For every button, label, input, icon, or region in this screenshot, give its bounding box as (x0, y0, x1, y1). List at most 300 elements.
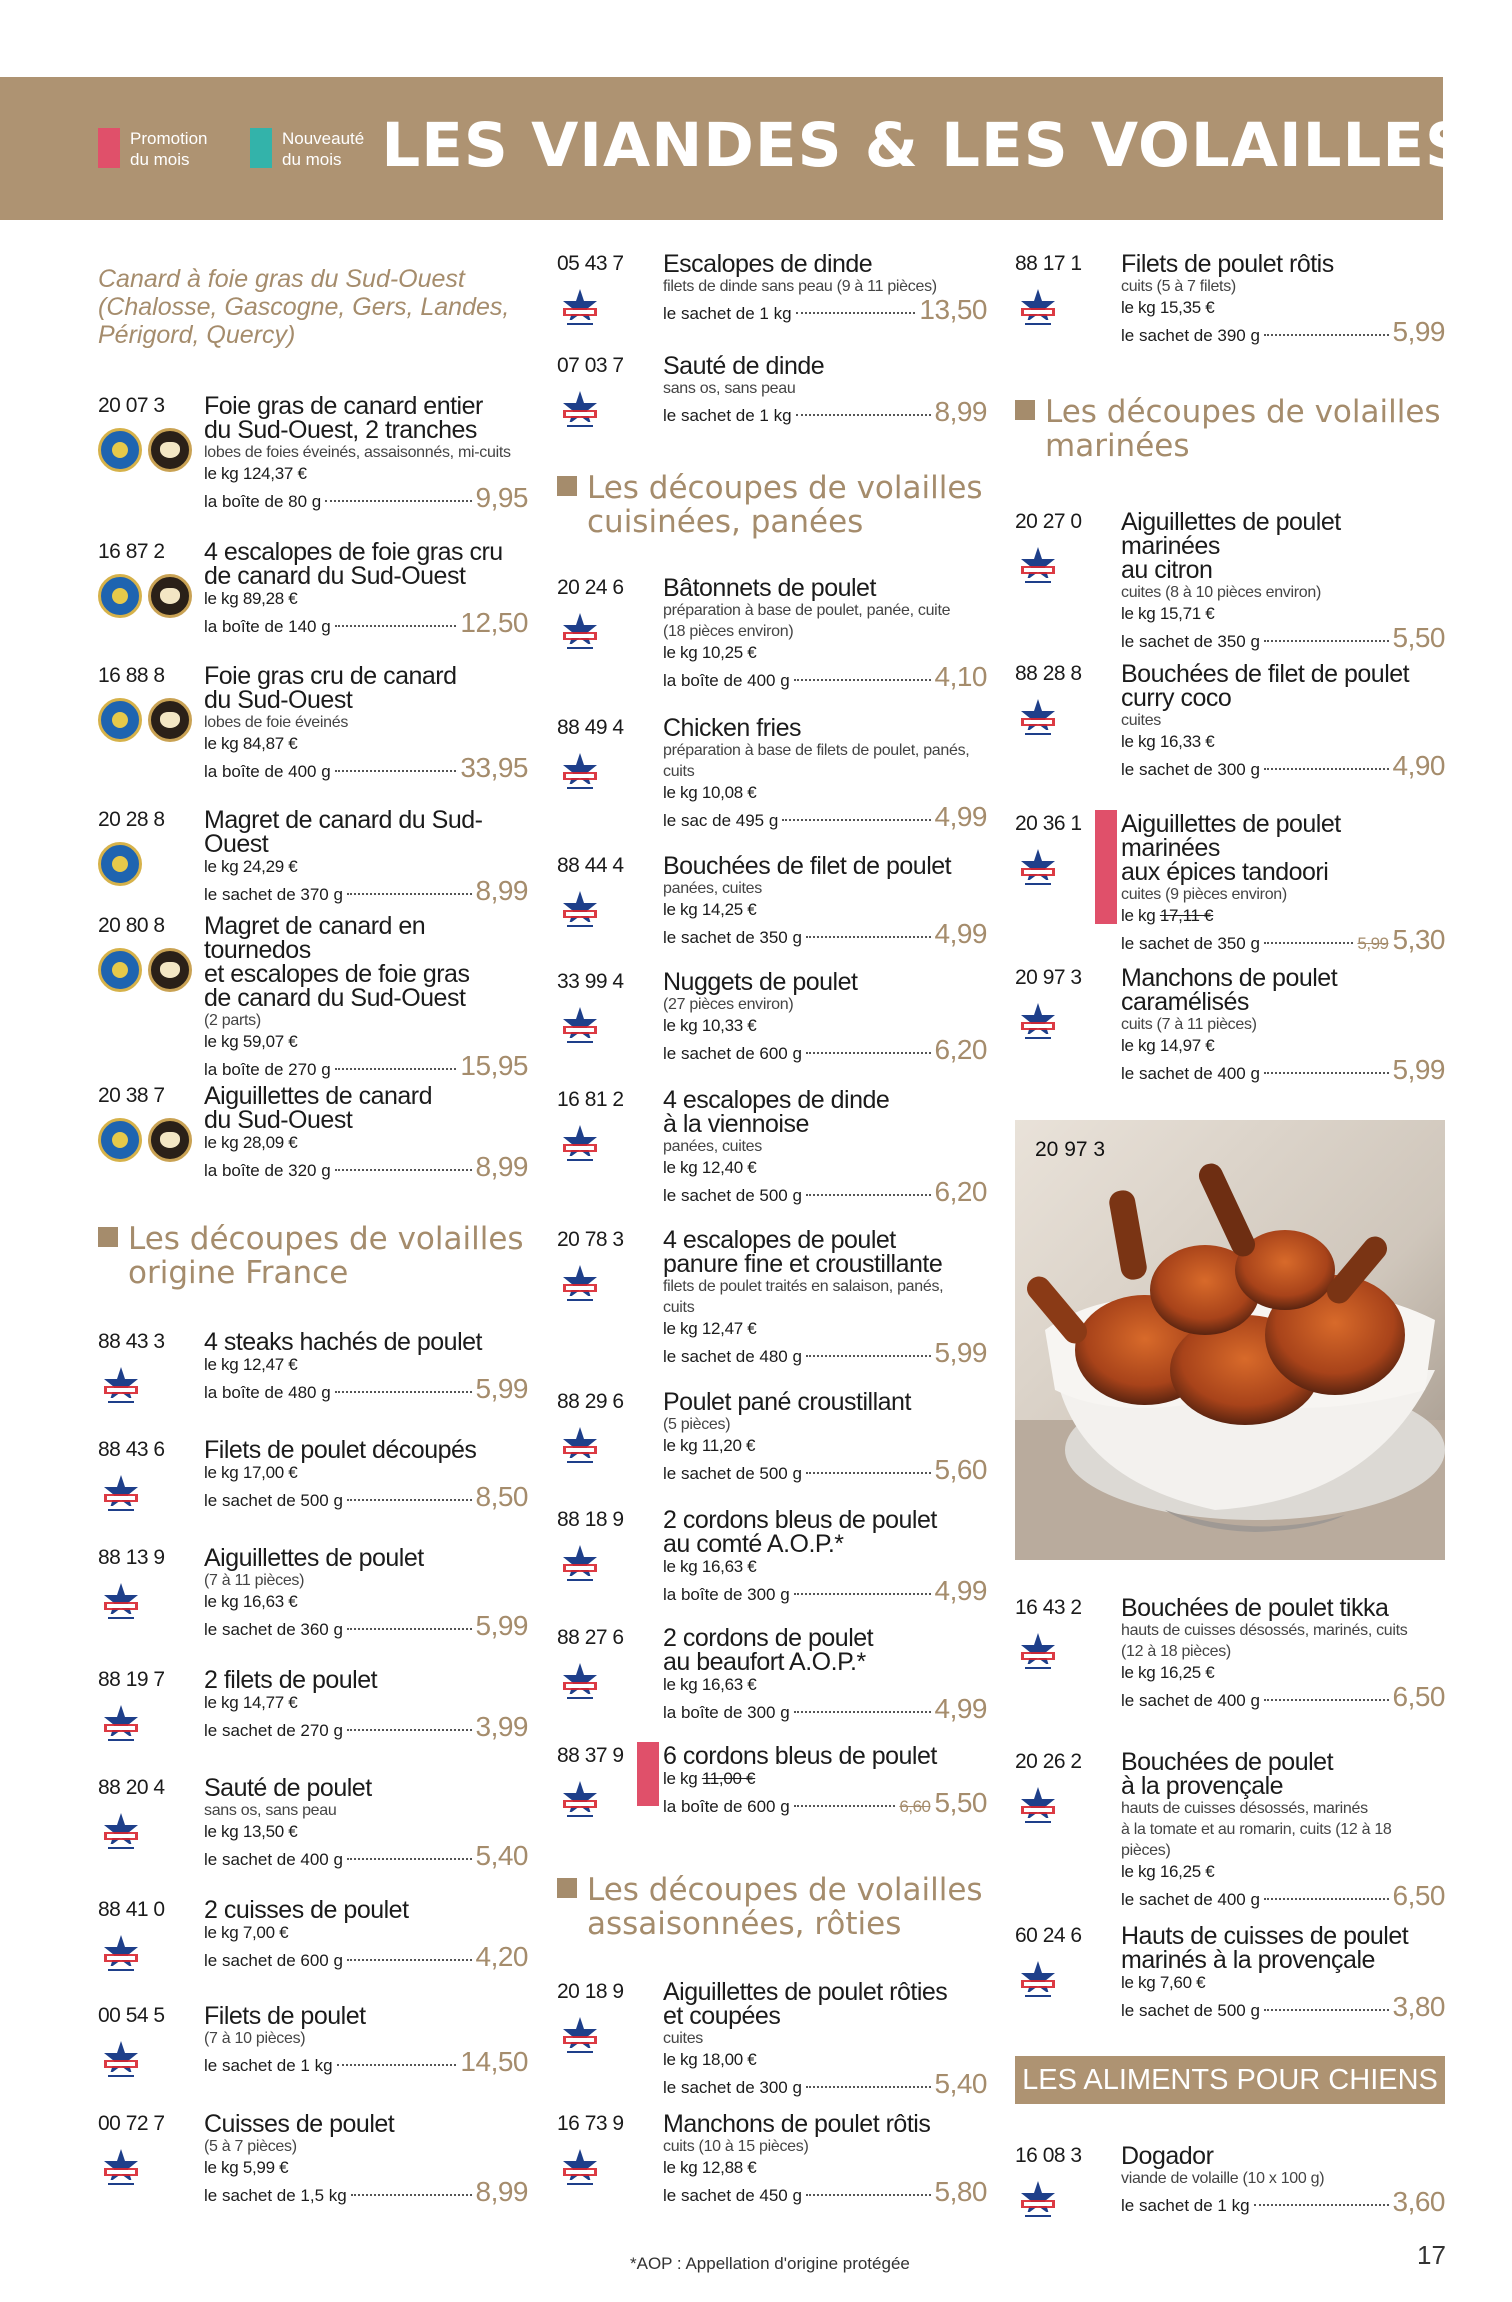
pack-size: le sachet de 300 g (663, 2078, 802, 2097)
product-description: (5 à 7 pièces) (204, 2138, 297, 2155)
product-code: 07 03 7 (557, 354, 624, 377)
product-name: Bouchées de filet de poulet curry coco (1121, 660, 1410, 712)
pack-size: la boîte de 140 g (204, 617, 331, 636)
pack-size: le sachet de 270 g (204, 1721, 343, 1740)
price-line (663, 2176, 987, 2209)
product-details (663, 716, 987, 834)
price-line (204, 752, 528, 785)
product-name: Dogador (1121, 2142, 1214, 2170)
duck-intro (98, 265, 509, 349)
price: 5,99 (475, 1610, 528, 1641)
price-per-kg: le kg 17,00 € (204, 1463, 298, 1482)
pack-size: le sachet de 1 kg (663, 406, 792, 425)
product-code: 60 24 6 (1015, 1924, 1082, 1947)
price: 5,60 (934, 1454, 987, 1485)
section-line-1: Les découpes de volailles (1045, 394, 1441, 430)
product-name: Sauté de dinde (663, 352, 825, 380)
price-line (663, 1575, 987, 1608)
pack-size: le sachet de 600 g (204, 1951, 343, 1970)
section-line-1: Les découpes de volailles (587, 470, 983, 506)
product-code: 16 43 2 (1015, 1596, 1082, 1619)
product-code: 88 27 6 (557, 1626, 624, 1649)
product-code: 16 87 2 (98, 540, 165, 563)
page-number: 17 (1417, 2240, 1446, 2270)
pack-size: le sachet de 360 g (204, 1620, 343, 1639)
volaille-francaise-icon (98, 1702, 144, 1746)
section-title-origine-france (98, 1222, 524, 1290)
product-code: 88 43 6 (98, 1438, 165, 1461)
dotted-leader (806, 1052, 931, 1054)
legend-promo-label (130, 128, 207, 170)
volaille-francaise-icon (1015, 286, 1061, 330)
product-code: 88 41 0 (98, 1898, 165, 1921)
product-code: 20 38 7 (98, 1084, 165, 1107)
price-line (204, 1941, 528, 1974)
product-name: Filets de poulet découpés (204, 1436, 477, 1464)
product-code: 20 80 8 (98, 914, 165, 937)
product-details (204, 1668, 528, 1744)
section-title-assaisonnees (557, 1873, 983, 1941)
price-per-kg: le kg 89,28 € (204, 589, 298, 608)
product-name: Escalopes de dinde (663, 250, 873, 278)
volaille-francaise-icon (98, 2038, 144, 2082)
pack-size: le sachet de 450 g (663, 2186, 802, 2205)
volaille-francaise-icon (557, 610, 603, 654)
product-details (1121, 662, 1445, 783)
old-price: 6,60 (899, 1797, 931, 1816)
duck-sud-ouest-icon (148, 698, 192, 742)
product-details (663, 1088, 987, 1209)
page-title: LES VIANDES & LES VOLAILLES (381, 110, 1470, 181)
price: 6,20 (934, 1176, 987, 1207)
product-name: Aiguillettes de poulet rôties et coupées (663, 1978, 948, 2030)
product-details (204, 914, 528, 1083)
volaille-francaise-icon (1015, 544, 1061, 588)
product-description: filets de dinde sans peau (9 à 11 pièces) (663, 278, 937, 295)
volaille-francaise-icon (557, 388, 603, 432)
product-name: Foie gras de canard entier du Sud-Ouest, 2 tranches (204, 392, 483, 444)
old-price-per-kg: 11,00 € (701, 1769, 756, 1788)
price: 12,50 (460, 607, 528, 638)
volaille-francaise-icon (1015, 1630, 1061, 1674)
price: 8,99 (934, 396, 987, 427)
pack-size: le sachet de 350 g (1121, 934, 1260, 953)
price-line (663, 918, 987, 951)
product-details (1121, 1750, 1445, 1913)
price-per-kg: le kg 10,08 € (663, 783, 757, 802)
product-code: 20 26 2 (1015, 1750, 1082, 1773)
price: 5,40 (934, 2068, 987, 2099)
price: 5,50 (1392, 622, 1445, 653)
volaille-francaise-icon (98, 1364, 144, 1408)
product-description: cuites (663, 2030, 703, 2047)
section-title-cuisinees (557, 471, 983, 539)
price-line (204, 1373, 528, 1406)
price-line (663, 1337, 987, 1370)
duck-sud-ouest-icon (148, 948, 192, 992)
legend-promo-line-1: Promotion (130, 129, 208, 148)
pack-size: le sachet de 500 g (663, 1464, 802, 1483)
volaille-francaise-icon (557, 2014, 603, 2058)
price-line (204, 2046, 528, 2079)
volaille-francaise-icon (98, 1810, 144, 1854)
volaille-francaise-icon (557, 2146, 603, 2190)
product-details (204, 1330, 528, 1406)
pack-size: le sachet de 350 g (1121, 632, 1260, 651)
product-description: hauts de cuisses désossés, marinés à la tomate et au romarin, cuits (12 à 18 pièces) (1121, 1800, 1392, 1859)
pack-size: la boîte de 270 g (204, 1060, 331, 1079)
product-details (663, 970, 987, 1067)
price-line (1121, 1880, 1445, 1913)
intro-line-1: Canard à foie gras du Sud-Ouest (98, 265, 465, 293)
product-details (663, 854, 987, 951)
product-name: 2 filets de poulet (204, 1666, 378, 1694)
price-line (663, 1693, 987, 1726)
product-code: 88 37 9 (557, 1744, 624, 1767)
volaille-francaise-icon (557, 888, 603, 932)
product-details (1121, 1924, 1445, 2024)
aop-footnote: *AOP : Appellation d'origine protégée (630, 2254, 910, 2273)
product-name: Aiguillettes de poulet (204, 1544, 424, 1572)
pack-size: le sachet de 480 g (663, 1347, 802, 1366)
price-line (663, 2068, 987, 2101)
product-name: Manchons de poulet caramélisés (1121, 964, 1338, 1016)
price-per-kg: le kg 84,87 € (204, 734, 298, 753)
pack-size: le sachet de 600 g (663, 1044, 802, 1063)
product-code: 88 29 6 (557, 1390, 624, 1413)
product-name: 4 escalopes de foie gras cru de canard du Sud-Ouest (204, 538, 503, 590)
dotted-leader (1264, 1072, 1389, 1074)
product-code: 88 43 3 (98, 1330, 165, 1353)
price-line (663, 661, 987, 694)
product-code: 20 36 1 (1015, 812, 1082, 835)
product-name: Sauté de poulet (204, 1774, 372, 1802)
igp-label-icon (98, 842, 142, 886)
product-name: 2 cuisses de poulet (204, 1896, 409, 1924)
product-description: sans os, sans peau (663, 380, 796, 397)
product-code: 20 28 8 (98, 808, 165, 831)
photo-code: 20 97 3 (1035, 1138, 1106, 1161)
product-description: viande de volaille (10 x 100 g) (1121, 2170, 1325, 2187)
volaille-francaise-icon (1015, 2178, 1061, 2222)
price-line (204, 1050, 528, 1083)
price: 33,95 (460, 752, 528, 783)
dotted-leader (806, 1355, 931, 1357)
product-name: 2 cordons bleus de poulet au comté A.O.P.* (663, 1506, 937, 1558)
price-per-kg: le kg 18,00 € (663, 2050, 757, 2069)
volaille-francaise-icon (557, 1122, 603, 1166)
dotted-leader (325, 500, 471, 502)
igp-label-icon (98, 428, 142, 472)
price: 6,50 (1392, 1880, 1445, 1911)
price-line (204, 1151, 528, 1184)
product-code: 88 44 4 (557, 854, 624, 877)
product-details (1121, 510, 1445, 655)
product-name: Foie gras cru de canard du Sud-Ouest (204, 662, 457, 714)
volaille-francaise-icon (98, 1932, 144, 1976)
price-line (663, 801, 987, 834)
volaille-francaise-icon (1015, 1000, 1061, 1044)
price-per-kg: le kg 13,50 € (204, 1822, 298, 1841)
volaille-francaise-icon (98, 1472, 144, 1516)
pack-size: le sachet de 500 g (1121, 2001, 1260, 2020)
price-line (204, 875, 528, 908)
volaille-francaise-icon (557, 1262, 603, 1306)
pack-size: la boîte de 320 g (204, 1161, 331, 1180)
volaille-francaise-icon (557, 750, 603, 794)
price: 5,99 (934, 1337, 987, 1368)
legend-promo (98, 128, 207, 170)
product-description: cuits (5 à 7 filets) (1121, 278, 1236, 295)
label-badges (98, 574, 192, 618)
price-per-kg: le kg 15,35 € (1121, 298, 1215, 317)
product-details (1121, 812, 1445, 957)
product-code: 20 27 0 (1015, 510, 1082, 533)
pack-size: le sachet de 1 kg (663, 304, 792, 323)
pack-size: le sachet de 500 g (204, 1491, 343, 1510)
pack-size: le sachet de 370 g (204, 885, 343, 904)
section-line-2: cuisinées, panées (587, 504, 864, 540)
product-name: Bâtonnets de poulet (663, 574, 876, 602)
price: 3,99 (475, 1711, 528, 1742)
intro-line-3: Périgord, Quercy) (98, 321, 296, 349)
product-name: Aiguillettes de canard du Sud-Ouest (204, 1082, 433, 1134)
pack-size: le sachet de 400 g (1121, 1890, 1260, 1909)
old-price: 5,99 (1357, 934, 1389, 953)
product-code: 20 97 3 (1015, 966, 1082, 989)
promo-marker (1095, 810, 1117, 924)
product-name: Aiguillettes de poulet marinées aux épices tandoori (1121, 810, 1341, 886)
dotted-leader (1264, 1898, 1389, 1900)
volaille-francaise-icon (98, 2146, 144, 2190)
price: 4,99 (934, 801, 987, 832)
section-line-1: Les découpes de volailles (128, 1221, 524, 1257)
price-per-kg: le kg 16,63 € (663, 1557, 757, 1576)
volaille-francaise-icon (98, 1580, 144, 1624)
price-per-kg: le kg 59,07 € (204, 1032, 298, 1051)
product-code: 20 24 6 (557, 576, 624, 599)
product-description: sans os, sans peau (204, 1802, 337, 1819)
price-line (1121, 1681, 1445, 1714)
product-details (204, 1776, 528, 1873)
pack-size: le sac de 495 g (663, 811, 779, 830)
product-details (663, 1744, 987, 1820)
price: 5,99 (475, 1373, 528, 1404)
price-per-kg: le kg 16,25 € (1121, 1663, 1215, 1682)
product-code: 88 13 9 (98, 1546, 165, 1569)
price-per-kg: le kg 12,40 € (663, 1158, 757, 1177)
intro-line-2: (Chalosse, Gascogne, Gers, Landes, (98, 293, 510, 321)
product-code: 88 49 4 (557, 716, 624, 739)
dotted-leader (782, 819, 930, 821)
price-line (1121, 1991, 1445, 2024)
old-price-per-kg: 17,11 € (1159, 906, 1214, 925)
section-square (557, 476, 577, 496)
product-code: 88 28 8 (1015, 662, 1082, 685)
label-badges (98, 698, 192, 742)
price: 5,40 (475, 1840, 528, 1871)
price-line (1121, 2186, 1445, 2219)
pack-size: le sachet de 300 g (1121, 760, 1260, 779)
dotted-leader (347, 1729, 472, 1731)
legend-new-line-2: du mois (282, 150, 342, 169)
igp-label-icon (98, 574, 142, 618)
legend-new (250, 128, 364, 170)
volaille-francaise-icon (557, 1778, 603, 1822)
dotted-leader (794, 1805, 896, 1807)
pack-size: le sachet de 1,5 kg (204, 2186, 347, 2205)
dotted-leader (347, 893, 472, 895)
price-per-kg: le kg 10,25 € (663, 643, 757, 662)
product-details (204, 2112, 528, 2209)
label-badges (98, 948, 192, 992)
dotted-leader (796, 414, 931, 416)
price: 3,80 (1392, 1991, 1445, 2022)
product-code: 16 88 8 (98, 664, 165, 687)
pack-size: le sachet de 390 g (1121, 326, 1260, 345)
product-name: Manchons de poulet rôtis (663, 2110, 931, 2138)
price-per-kg: le kg 16,63 € (663, 1675, 757, 1694)
dogs-section-title: LES ALIMENTS POUR CHIENS (1015, 2056, 1445, 2104)
dotted-leader (806, 2194, 931, 2196)
product-description: cuites (8 à 10 pièces environ) (1121, 584, 1322, 601)
product-description: préparation à base de poulet, panée, cuite (18 pièces environ) (663, 602, 951, 640)
product-description: hauts de cuisses désossés, marinés, cuits (12 à 18 pièces) (1121, 1622, 1408, 1660)
product-details (204, 1898, 528, 1974)
product-name: 4 escalopes de poulet panure fine et croustillante (663, 1226, 943, 1278)
product-details (1121, 966, 1445, 1087)
price-line (663, 1787, 987, 1820)
dotted-leader (347, 1858, 472, 1860)
product-code: 20 18 9 (557, 1980, 624, 2003)
duck-sud-ouest-icon (148, 1118, 192, 1162)
dotted-leader (806, 1194, 931, 1196)
product-details (1121, 252, 1445, 349)
product-description: (7 à 11 pièces) (204, 1572, 305, 1589)
dotted-leader (1254, 2204, 1389, 2206)
product-description: lobes de foies éveinés, assaisonnés, mi-cuits (204, 444, 511, 461)
price: 14,50 (460, 2046, 528, 2077)
product-details (204, 1438, 528, 1514)
dotted-leader (335, 625, 457, 627)
product-name: Aiguillettes de poulet marinées au citron (1121, 508, 1341, 584)
chicken-drumsticks-photo (1015, 1120, 1445, 1560)
price-per-kg: le kg 11,20 € (663, 1436, 756, 1455)
product-code: 20 78 3 (557, 1228, 624, 1251)
product-name: Magret de canard du Sud-Ouest (204, 806, 483, 858)
product-details (204, 2004, 528, 2079)
product-code: 88 20 4 (98, 1776, 165, 1799)
dotted-leader (335, 1169, 472, 1171)
product-details (204, 808, 528, 908)
product-description: (2 parts) (204, 1012, 261, 1029)
section-square (1015, 400, 1035, 420)
product-name: 6 cordons bleus de poulet (663, 1742, 937, 1770)
product-details (663, 1508, 987, 1608)
dotted-leader (1264, 2009, 1389, 2011)
igp-label-icon (98, 698, 142, 742)
product-name: Bouchées de filet de poulet (663, 852, 952, 880)
price-line (1121, 1054, 1445, 1087)
price-line (1121, 750, 1445, 783)
price: 4,90 (1392, 750, 1445, 781)
label-badges (98, 428, 192, 472)
price: 4,99 (934, 1693, 987, 1724)
price-line (204, 482, 528, 515)
product-name: Chicken fries (663, 714, 801, 742)
price: 8,99 (475, 2176, 528, 2207)
product-description: cuites (9 pièces environ) (1121, 886, 1287, 903)
price-line (663, 396, 987, 429)
volaille-francaise-icon (1015, 1958, 1061, 2002)
volaille-francaise-icon (557, 1424, 603, 1468)
product-code: 05 43 7 (557, 252, 624, 275)
duck-sud-ouest-icon (148, 574, 192, 618)
price-line (204, 1840, 528, 1873)
price-per-kg: le kg 11,00 € (663, 1769, 756, 1788)
pack-size: la boîte de 80 g (204, 492, 322, 511)
product-name: Filets de poulet rôtis (1121, 250, 1334, 278)
section-line-1: Les découpes de volailles (587, 1872, 983, 1908)
price-per-kg: le kg 12,47 € (663, 1319, 757, 1338)
price-per-kg: le kg 17,11 € (1121, 906, 1214, 925)
price-line (1121, 924, 1445, 957)
price-line (663, 1454, 987, 1487)
product-details (204, 394, 528, 515)
dotted-leader (806, 2086, 931, 2088)
product-name: Bouchées de poulet à la provençale (1121, 1748, 1334, 1800)
legend-promo-line-2: du mois (130, 150, 190, 169)
pack-size: le sachet de 350 g (663, 928, 802, 947)
price: 5,99 (1392, 316, 1445, 347)
dotted-leader (1264, 768, 1389, 770)
price-per-kg: le kg 7,00 € (204, 1923, 289, 1942)
price-line (204, 1481, 528, 1514)
price-per-kg: le kg 12,88 € (663, 2158, 757, 2177)
dotted-leader (347, 1499, 472, 1501)
product-code: 00 72 7 (98, 2112, 165, 2135)
volaille-francaise-icon (557, 1004, 603, 1048)
price-line (663, 1034, 987, 1067)
product-details (663, 1390, 987, 1487)
price: 15,95 (460, 1050, 528, 1081)
product-code: 16 73 9 (557, 2112, 624, 2135)
dotted-leader (1264, 640, 1389, 642)
price: 13,50 (919, 294, 987, 325)
dotted-leader (794, 679, 931, 681)
price-line (663, 1176, 987, 1209)
product-details (663, 2112, 987, 2209)
price: 6,20 (934, 1034, 987, 1065)
product-code: 88 17 1 (1015, 252, 1082, 275)
duck-sud-ouest-icon (148, 428, 192, 472)
price-line (204, 1610, 528, 1643)
pack-size: la boîte de 400 g (663, 671, 790, 690)
product-code: 88 19 7 (98, 1668, 165, 1691)
product-name: 2 cordons de poulet au beaufort A.O.P.* (663, 1624, 874, 1676)
price-per-kg: le kg 5,99 € (204, 2158, 289, 2177)
pack-size: le sachet de 400 g (1121, 1064, 1260, 1083)
product-code: 33 99 4 (557, 970, 624, 993)
price: 8,99 (475, 875, 528, 906)
product-details (663, 252, 987, 327)
pack-size: le sachet de 400 g (1121, 1691, 1260, 1710)
price: 4,10 (934, 661, 987, 692)
product-code: 16 81 2 (557, 1088, 624, 1111)
label-badges (98, 1118, 192, 1162)
price-per-kg: le kg 28,09 € (204, 1133, 298, 1152)
product-description: cuites (1121, 712, 1161, 729)
